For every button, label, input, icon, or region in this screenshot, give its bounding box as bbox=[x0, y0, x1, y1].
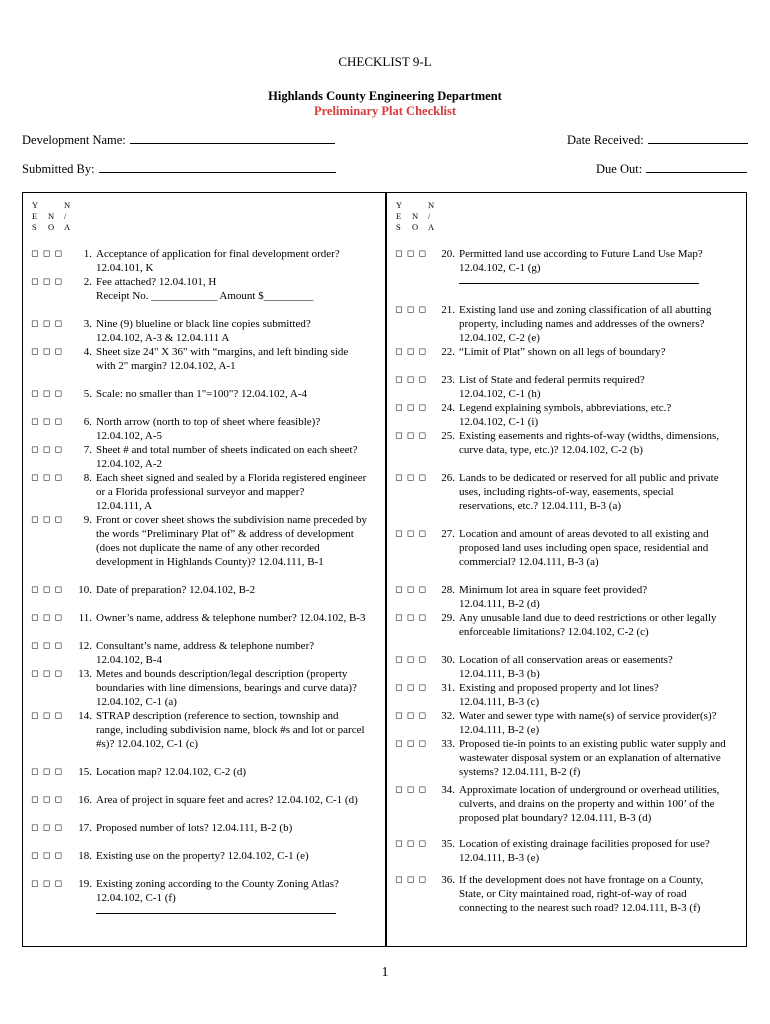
hdr-n2: N bbox=[412, 211, 419, 221]
item-text-line: culverts, and drains on the property and within 100’ of the bbox=[459, 798, 715, 810]
item-text-line: Each sheet signed and sealed by a Florida registered engineer bbox=[96, 472, 367, 484]
item-number: 13. bbox=[78, 668, 92, 680]
item-text-line: or a Florida professional surveyor and mapper? bbox=[96, 486, 305, 498]
yes-no-na-checkboxes[interactable]: ◻ ◻ ◻ bbox=[31, 584, 63, 594]
item-number: 19. bbox=[78, 878, 92, 890]
due-out-label: Due Out: bbox=[596, 162, 643, 176]
item-number: 2. bbox=[83, 276, 92, 288]
checklist-title: CHECKLIST 9-L bbox=[338, 54, 432, 69]
item-text-line: Front or cover sheet shows the subdivision name preceded by bbox=[96, 514, 367, 526]
yes-no-na-checkboxes[interactable]: ◻ ◻ ◻ bbox=[395, 838, 427, 848]
hdr-o: O bbox=[48, 222, 55, 232]
submitted-by-field[interactable] bbox=[22, 162, 336, 177]
yes-no-na-checkboxes[interactable]: ◻ ◻ ◻ bbox=[31, 612, 63, 622]
department-name: Highlands County Engineering Department bbox=[268, 89, 502, 103]
item-text-line: 12.04.102, C-1 (a) bbox=[96, 696, 177, 708]
item-text-line: Existing easements and rights-of-way (widths, dimensions, bbox=[459, 430, 719, 442]
hdr-a: A bbox=[428, 222, 435, 232]
item-number: 28. bbox=[441, 584, 455, 596]
item-text-line: with 2" margin? 12.04.102, A-1 bbox=[96, 360, 236, 372]
item-number: 18. bbox=[78, 850, 92, 862]
hdr-a: A bbox=[64, 222, 71, 232]
yes-no-na-checkboxes[interactable]: ◻ ◻ ◻ bbox=[31, 878, 63, 888]
item-number: 15. bbox=[78, 766, 92, 778]
hdr-n2: N bbox=[48, 211, 55, 221]
yes-no-na-checkboxes[interactable]: ◻ ◻ ◻ bbox=[31, 822, 63, 832]
hdr-o: O bbox=[412, 222, 419, 232]
item-text-line: proposed plat boundary? 12.04.111, B-3 (d) bbox=[459, 812, 652, 824]
development-name-line bbox=[130, 142, 335, 144]
development-name-field[interactable] bbox=[22, 133, 335, 148]
item-text-line: curve data, type, etc.)? 12.04.102, C-2 (b) bbox=[459, 444, 643, 456]
due-out-line bbox=[646, 171, 747, 173]
item-20-blank-line[interactable] bbox=[459, 283, 699, 284]
yes-no-na-checkboxes[interactable]: ◻ ◻ ◻ bbox=[395, 738, 427, 748]
yes-no-na-checkboxes[interactable]: ◻ ◻ ◻ bbox=[31, 444, 63, 454]
yes-no-na-checkboxes[interactable]: ◻ ◻ ◻ bbox=[395, 654, 427, 664]
item-text-line: 12.04.111, B-3 (c) bbox=[459, 696, 540, 708]
item-text-line: Existing use on the property? 12.04.102, C-1 (e) bbox=[96, 850, 309, 862]
item-text-line: 12.04.102, A-3 & 12.04.111 A bbox=[96, 332, 230, 344]
checklist-subtitle: Preliminary Plat Checklist bbox=[313, 104, 457, 118]
item-text-line: Sheet size 24" X 36" with “margins, and left binding side bbox=[96, 346, 349, 358]
date-received-line bbox=[648, 142, 748, 144]
item-text-line: 12.04.111, B-3 (e) bbox=[459, 852, 540, 864]
item-number: 23. bbox=[441, 374, 455, 386]
item-number: 22. bbox=[441, 346, 455, 358]
yes-no-na-checkboxes[interactable]: ◻ ◻ ◻ bbox=[31, 388, 63, 398]
yes-no-na-checkboxes[interactable]: ◻ ◻ ◻ bbox=[31, 416, 63, 426]
item-number: 1. bbox=[83, 248, 92, 260]
item-text-line: 12.04.111, B-2 (d) bbox=[459, 598, 540, 610]
yes-no-na-checkboxes[interactable]: ◻ ◻ ◻ bbox=[31, 472, 63, 482]
item-text-line: Location map? 12.04.102, C-2 (d) bbox=[96, 766, 246, 778]
date-received-label: Date Received: bbox=[567, 133, 644, 147]
hdr-s: S bbox=[32, 222, 37, 232]
item-text-line: boundaries with line dimensions, bearings and curve data)? bbox=[96, 682, 357, 694]
item-text-line: 12.04.102, C-2 (e) bbox=[459, 332, 540, 344]
item-text-line: 12.04.111, B-2 (e) bbox=[459, 724, 540, 736]
item-text-line: 12.04.102, A-2 bbox=[96, 458, 162, 470]
yes-no-na-checkboxes[interactable]: ◻ ◻ ◻ bbox=[31, 248, 63, 258]
yes-no-na-checkboxes[interactable]: ◻ ◻ ◻ bbox=[31, 276, 63, 286]
item-text-line: Any unusable land due to deed restrictions or other legally bbox=[459, 612, 717, 624]
item-text-line: Area of project in square feet and acres? 12.04.102, C-1 (d) bbox=[96, 794, 358, 806]
item-text-line: 12.04.102, C-1 (g) bbox=[459, 262, 541, 274]
item-text-line: State, or City maintained road, right-of-way of road bbox=[459, 888, 687, 900]
item-number: 30. bbox=[441, 654, 455, 666]
item-text-line: Location of existing drainage facilities proposed for use? bbox=[459, 838, 710, 850]
yes-no-na-checkboxes[interactable]: ◻ ◻ ◻ bbox=[31, 794, 63, 804]
item-number: 24. bbox=[441, 402, 455, 414]
yes-no-na-checkboxes[interactable]: ◻ ◻ ◻ bbox=[395, 248, 427, 258]
item-text-line: 12.04.102, A-5 bbox=[96, 430, 162, 442]
page-number: 1 bbox=[381, 965, 389, 980]
item-number: 27. bbox=[441, 528, 455, 540]
yes-no-na-checkboxes[interactable]: ◻ ◻ ◻ bbox=[31, 514, 63, 524]
item-number: 8. bbox=[83, 472, 92, 484]
yes-no-na-checkboxes[interactable]: ◻ ◻ ◻ bbox=[395, 682, 427, 692]
column-divider bbox=[385, 192, 387, 947]
item-number: 29. bbox=[441, 612, 455, 624]
date-received-field[interactable] bbox=[567, 133, 748, 148]
item-number: 25. bbox=[441, 430, 455, 442]
yes-no-na-checkboxes[interactable]: ◻ ◻ ◻ bbox=[31, 318, 63, 328]
item-number: 4. bbox=[83, 346, 92, 358]
item-text-line: 12.04.102, C-1 (f) bbox=[96, 892, 176, 904]
item-number: 10. bbox=[78, 584, 92, 596]
item-text-line: Scale: no smaller than 1"=100"? 12.04.102, A-4 bbox=[96, 388, 308, 400]
hdr-n: N bbox=[428, 200, 435, 210]
item-text-line: Existing land use and zoning classification of all abutting bbox=[459, 304, 712, 316]
item-number: 35. bbox=[441, 838, 455, 850]
item-text-line: Consultant’s name, address & telephone number? bbox=[96, 640, 315, 652]
item-number: 16. bbox=[78, 794, 92, 806]
item-text-line: Existing and proposed property and lot lines? bbox=[459, 682, 659, 694]
item-text-line: Permitted land use according to Future Land Use Map? bbox=[459, 248, 703, 260]
yes-no-na-checkboxes[interactable]: ◻ ◻ ◻ bbox=[31, 640, 63, 650]
yes-no-na-checkboxes[interactable]: ◻ ◻ ◻ bbox=[31, 766, 63, 776]
item-text-line: Location of all conservation areas or easements? bbox=[459, 654, 673, 666]
yes-no-na-checkboxes[interactable]: ◻ ◻ ◻ bbox=[31, 850, 63, 860]
item-text-line: property, including names and addresses of the owners? bbox=[459, 318, 705, 330]
item-text-line: #s)? 12.04.102, C-1 (c) bbox=[96, 738, 199, 750]
item-text-line: STRAP description (reference to section, township and bbox=[96, 710, 339, 722]
item-text-line: Approximate location of underground or overhead utilities, bbox=[459, 784, 720, 796]
yes-no-na-checkboxes[interactable]: ◻ ◻ ◻ bbox=[395, 874, 427, 884]
item-text-line: Existing zoning according to the County Zoning Atlas? bbox=[96, 878, 339, 890]
hdr-e: E bbox=[396, 211, 402, 221]
yes-no-na-checkboxes[interactable]: ◻ ◻ ◻ bbox=[395, 304, 427, 314]
item-text-line: enforceable limitations? 12.04.102, C-2 (c) bbox=[459, 626, 649, 638]
item-text-line: 12.04.111, A bbox=[96, 500, 153, 512]
item-text-line: 12.04.102, C-1 (i) bbox=[459, 416, 539, 428]
due-out-field[interactable] bbox=[596, 162, 747, 177]
hdr-s: S bbox=[396, 222, 401, 232]
item-number: 20. bbox=[441, 248, 455, 260]
item-text-line: Water and sewer type with name(s) of service provider(s)? bbox=[459, 710, 717, 722]
yes-no-na-checkboxes[interactable]: ◻ ◻ ◻ bbox=[31, 710, 63, 720]
submitted-by-line bbox=[99, 171, 336, 173]
yes-no-na-checkboxes[interactable]: ◻ ◻ ◻ bbox=[395, 784, 427, 794]
item-text-line: 12.04.111, B-3 (b) bbox=[459, 668, 540, 680]
item-text-line: proposed land uses including open space, residential and bbox=[459, 542, 709, 554]
item-number: 6. bbox=[83, 416, 92, 428]
item-text-line: Metes and bounds description/legal description (property bbox=[96, 668, 348, 680]
yes-no-na-checkboxes[interactable]: ◻ ◻ ◻ bbox=[31, 346, 63, 356]
hdr-slash: / bbox=[64, 211, 67, 221]
item-text-line: Fee attached? 12.04.101, H bbox=[96, 276, 217, 288]
yes-no-na-checkboxes[interactable]: ◻ ◻ ◻ bbox=[395, 374, 427, 384]
yes-no-na-checkboxes[interactable]: ◻ ◻ ◻ bbox=[395, 430, 427, 440]
yes-no-na-checkboxes[interactable]: ◻ ◻ ◻ bbox=[395, 612, 427, 622]
yes-no-na-checkboxes[interactable]: ◻ ◻ ◻ bbox=[395, 402, 427, 412]
item-19-blank-line[interactable] bbox=[96, 913, 336, 914]
item-text-line: Acceptance of application for final development order? bbox=[96, 248, 340, 260]
item-number: 36. bbox=[441, 874, 455, 886]
yes-no-na-checkboxes[interactable]: ◻ ◻ ◻ bbox=[395, 472, 427, 482]
hdr-y: Y bbox=[32, 200, 39, 210]
item-text-line: range, including subdivision name, block #s and lot or parcel bbox=[96, 724, 365, 736]
item-text-line: Lands to be dedicated or reserved for all public and private bbox=[459, 472, 719, 484]
item-text-line: Proposed tie-in points to an existing public water supply and bbox=[459, 738, 726, 750]
submitted-by-label: Submitted By: bbox=[22, 162, 95, 176]
item-text-line: Legend explaining symbols, abbreviations, etc.? bbox=[459, 402, 672, 414]
item-text-line: connecting to the nearest such road? 12.04.111, B-3 (f) bbox=[459, 902, 701, 914]
hdr-e: E bbox=[32, 211, 38, 221]
item-number: 33. bbox=[441, 738, 455, 750]
item-text-line: commercial? 12.04.111, B-3 (a) bbox=[459, 556, 599, 568]
item-number: 17. bbox=[78, 822, 92, 834]
item-text-line: 12.04.102, B-4 bbox=[96, 654, 162, 666]
item-text-line: 12.04.101, K bbox=[96, 262, 154, 274]
item-text-line: 12.04.102, C-1 (h) bbox=[459, 388, 541, 400]
yes-no-na-checkboxes[interactable]: ◻ ◻ ◻ bbox=[395, 710, 427, 720]
item-text-line: Nine (9) blueline or black line copies submitted? bbox=[96, 318, 311, 330]
item-text-line: development in Highlands County)? 12.04.111, B-1 bbox=[96, 556, 324, 568]
item-text-line: Owner’s name, address & telephone number? 12.04.102, B-3 bbox=[96, 612, 366, 624]
item-text-line: “Limit of Plat” shown on all legs of boundary? bbox=[459, 346, 666, 358]
item-text-line: Location and amount of areas devoted to all existing and bbox=[459, 528, 709, 540]
item-text-line: North arrow (north to top of sheet where feasible)? bbox=[96, 416, 321, 428]
hdr-n: N bbox=[64, 200, 71, 210]
development-name-label: Development Name: bbox=[22, 133, 126, 147]
item-text-line: Sheet # and total number of sheets indicated on each sheet? bbox=[96, 444, 358, 456]
hdr-y: Y bbox=[396, 200, 403, 210]
hdr-slash: / bbox=[428, 211, 431, 221]
item-text-line: systems? 12.04.111, B-2 (f) bbox=[459, 766, 581, 778]
item-text-line: uses, including rights-of-way, easements, special bbox=[459, 486, 674, 498]
item-number: 14. bbox=[78, 710, 92, 722]
item-number: 3. bbox=[83, 318, 92, 330]
item-number: 7. bbox=[83, 444, 92, 456]
item-text-line: the words “Preliminary Plat of” & address of development bbox=[96, 528, 354, 540]
item-number: 26. bbox=[441, 472, 455, 484]
item-text-line: Proposed number of lots? 12.04.111, B-2 (b) bbox=[96, 822, 293, 834]
item-number: 31. bbox=[441, 682, 455, 694]
item-number: 21. bbox=[441, 304, 455, 316]
item-number: 12. bbox=[78, 640, 92, 652]
item-number: 9. bbox=[83, 514, 92, 526]
yes-no-na-checkboxes[interactable]: ◻ ◻ ◻ bbox=[395, 584, 427, 594]
item-number: 34. bbox=[441, 784, 455, 796]
item-number: 5. bbox=[83, 388, 92, 400]
yes-no-na-checkboxes[interactable]: ◻ ◻ ◻ bbox=[395, 528, 427, 538]
yes-no-na-checkboxes[interactable]: ◻ ◻ ◻ bbox=[395, 346, 427, 356]
item-text-line: reservations, etc.? 12.04.111, B-3 (a) bbox=[459, 500, 621, 512]
item-text-line: Receipt No. ____________ Amount $_________ bbox=[96, 290, 314, 302]
item-text-line: If the development does not have frontage on a County, bbox=[459, 874, 704, 886]
item-number: 32. bbox=[441, 710, 455, 722]
item-text-line: Date of preparation? 12.04.102, B-2 bbox=[96, 584, 256, 596]
item-text-line: List of State and federal permits required? bbox=[459, 374, 645, 386]
item-number: 11. bbox=[78, 612, 92, 624]
yes-no-na-checkboxes[interactable]: ◻ ◻ ◻ bbox=[31, 668, 63, 678]
item-text-line: wastewater disposal system or an explanation of alternative bbox=[459, 752, 721, 764]
item-text-line: Minimum lot area in square feet provided? bbox=[459, 584, 648, 596]
item-text-line: (does not duplicate the name of any other recorded bbox=[96, 542, 320, 554]
